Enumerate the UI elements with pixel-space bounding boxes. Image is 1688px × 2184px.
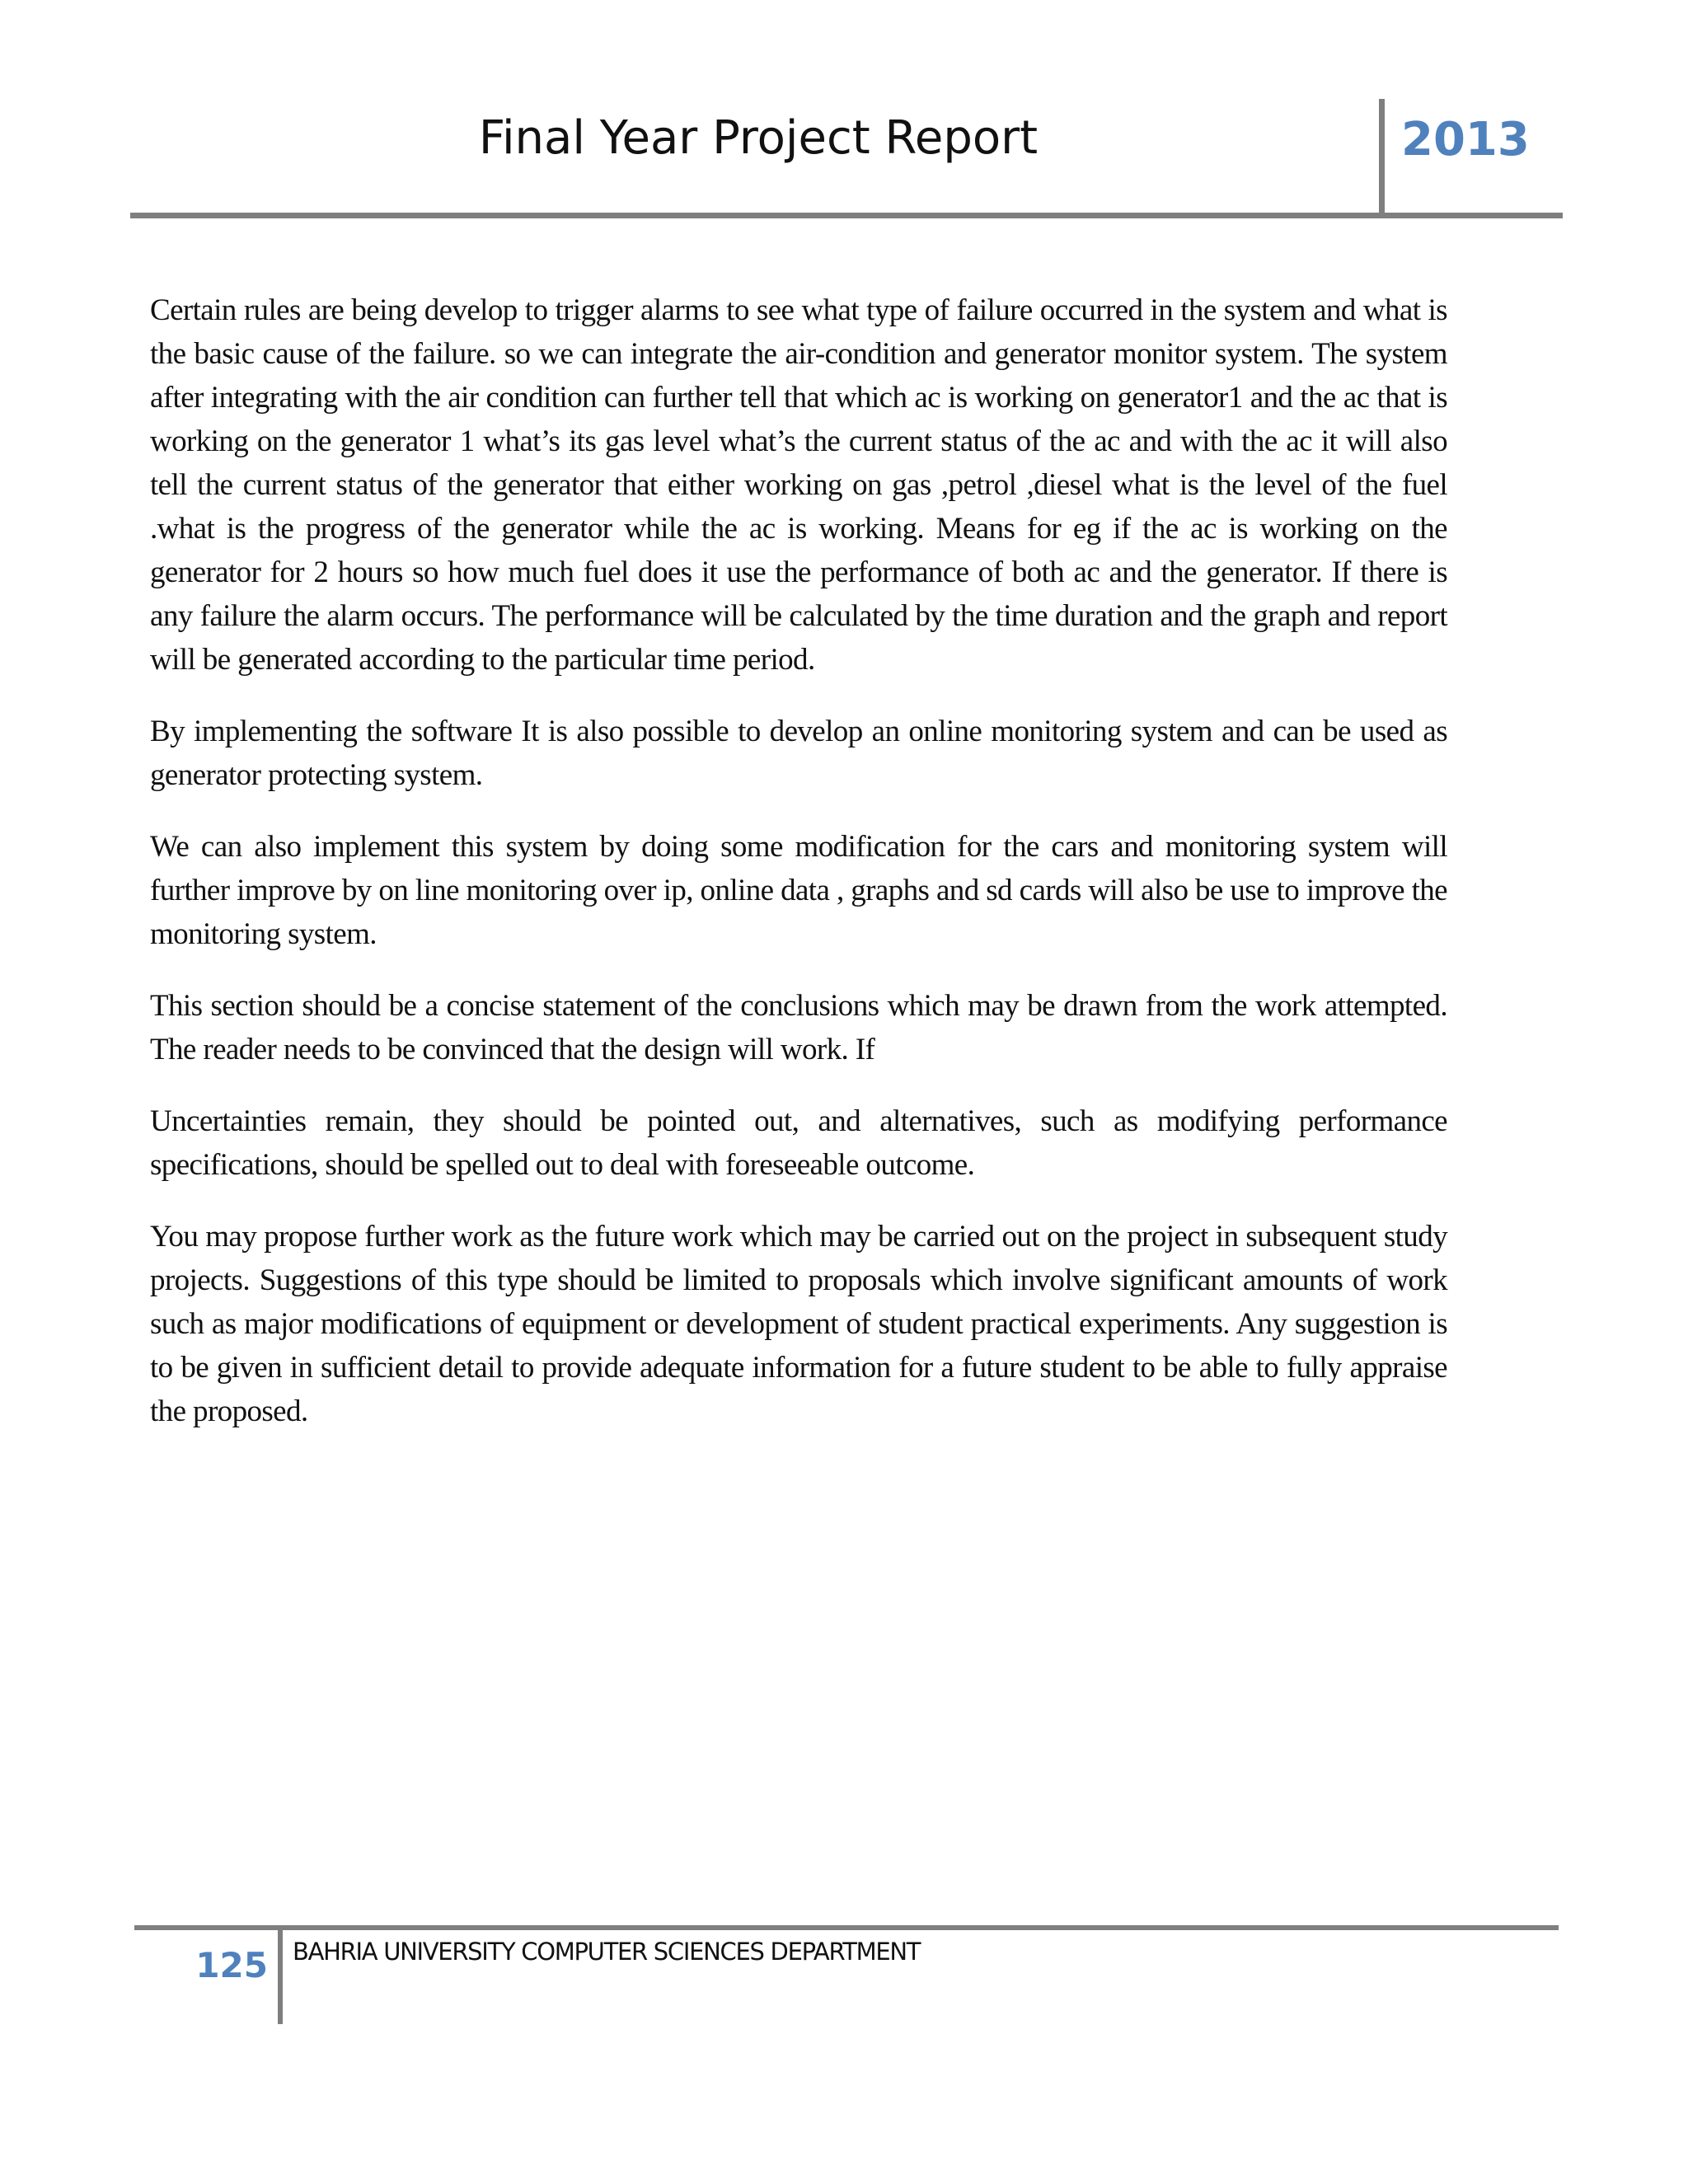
- footer-vertical-divider: [278, 1928, 283, 2024]
- page-body: [150, 288, 1447, 1461]
- paragraph-online-monitoring: By implementing the software It is also possible to develop an online monitoring system and can be used as generator protecting system.: [150, 715, 1447, 792]
- paragraph-future-work: You may propose further work as the future work which may be carried out on the project in subsequent study projects. Suggestions of this type should be limited to proposals which involve significant amounts of work such as major modifications of equipment or development of student practical experiments. Any suggestion is to be given in sufficient detail to provide adequate information for a future student to be able to fully appraise the proposed.: [150, 1220, 1447, 1428]
- footer-department: BAHRIA UNIVERSITY COMPUTER SCIENCES DEPARTMENT: [293, 1938, 921, 1966]
- paragraph-cars-modification: We can also implement this system by doing some modification for the cars and monitoring system will further improve by on line monitoring over ip, online data , graphs and sd cards will also be use to improve the monitoring system.: [150, 830, 1447, 951]
- header-title: Final Year Project Report: [478, 111, 1039, 165]
- paragraph-uncertainties: Uncertainties remain, they should be pointed out, and alternatives, such as modifying performance specifications, should be spelled out to deal with foreseeable outcome.: [150, 1104, 1447, 1182]
- footer-rule: [134, 1925, 1559, 1930]
- paragraph-integration: Certain rules are being develop to trigger alarms to see what type of failure occurred in the system and what is the basic cause of the failure. so we can integrate the air-condition and generator monitor system. The system after integrating with the air condition can further tell that which ac is working on generator1 and the ac that is working on the generator 1 what’s its gas level what’s the current status of the ac and with the ac it will also tell the current status of the generator that either working on gas ,petrol ,diesel what is the level of the fuel .what is the progress of the generator while the ac is working. Means for eg if the ac is working on the generator for 2 hours so how much fuel does it use the performance of both ac and the generator. If there is any failure the alarm occurs. The performance will be calculated by the time duration and the graph and report will be generated according to the particular time period.: [150, 293, 1447, 677]
- paragraph-conclusions: This section should be a concise statement of the conclusions which may be drawn from the work attempted. The reader needs to be convinced that the design will work. If: [150, 989, 1447, 1066]
- page-number: 125: [195, 1945, 268, 1985]
- header-rule: [130, 213, 1563, 218]
- page-header: [0, 0, 1688, 223]
- header-year: 2013: [1401, 113, 1530, 166]
- header-vertical-divider: [1379, 99, 1385, 216]
